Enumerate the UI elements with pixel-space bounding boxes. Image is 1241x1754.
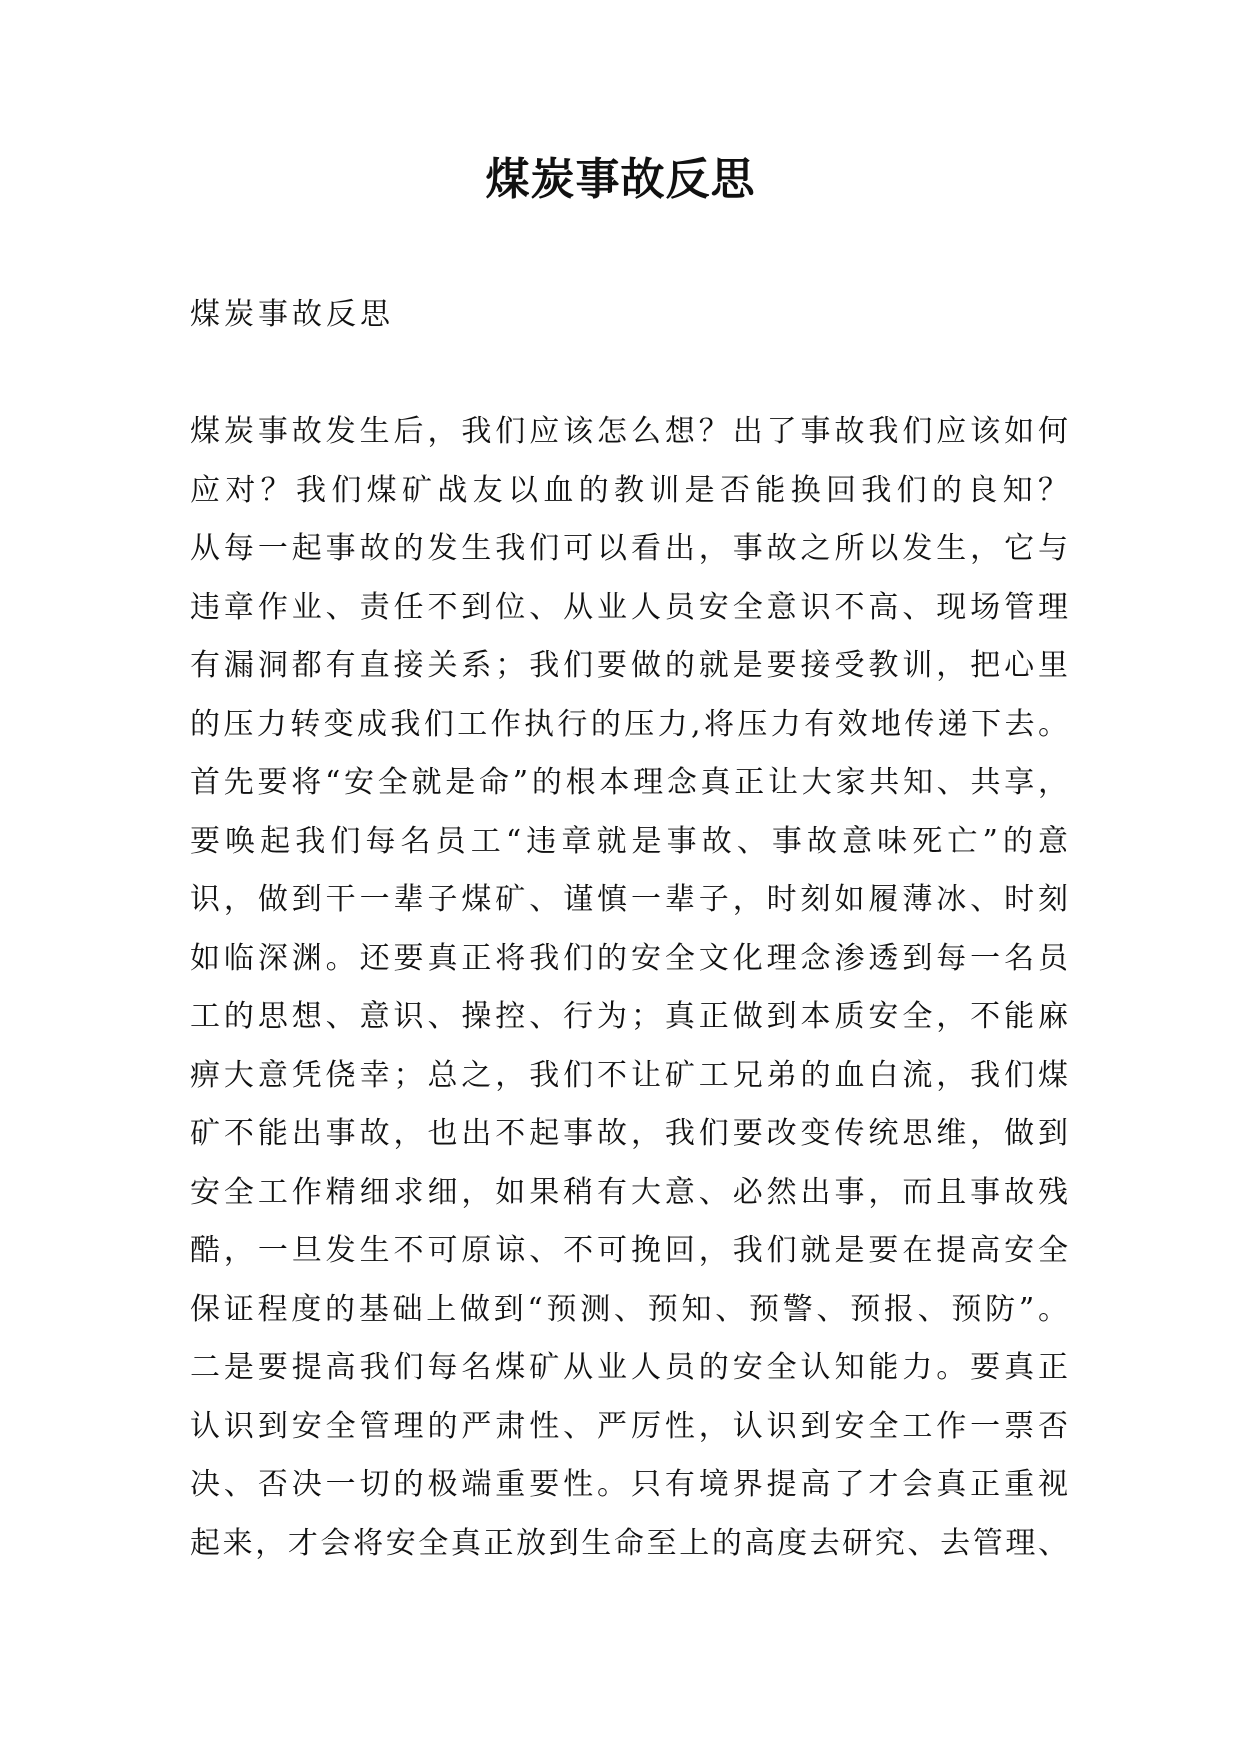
body-line: 如临深渊。还要真正将我们的安全文化理念渗透到每一名员 bbox=[190, 940, 1070, 976]
document-title: 煤炭事故反思 bbox=[485, 154, 756, 205]
body-line: 煤炭事故发生后，我们应该怎么想？出了事故我们应该如何 bbox=[190, 414, 1070, 449]
body-line: 应对？我们煤矿战友以血的教训是否能换回我们的良知？ bbox=[190, 472, 1070, 508]
body-line: 安全工作精细求细，如果稍有大意、必然出事，而且事故残 bbox=[190, 1174, 1070, 1210]
body-line: 违章作业、责任不到位、从业人员安全意识不高、现场管理 bbox=[190, 589, 1070, 625]
body-line: 有漏洞都有直接关系；我们要做的就是要接受教训，把心里 bbox=[190, 648, 1070, 683]
body-line: 酷，一旦发生不可原谅、不可挽回，我们就是要在提高安全 bbox=[190, 1233, 1070, 1268]
body-line: 痹大意凭侥幸；总之，我们不让矿工兄弟的血白流，我们煤 bbox=[190, 1057, 1070, 1093]
body-line: 决、否决一切的极端重要性。只有境界提高了才会真正重视 bbox=[190, 1467, 1070, 1502]
body-line: 矿不能出事故，也出不起事故，我们要改变传统思维，做到 bbox=[190, 1116, 1070, 1151]
body-line: 识，做到干一辈子煤矿、谨慎一辈子，时刻如履薄冰、时刻 bbox=[190, 882, 1070, 917]
body-line: 的压力转变成我们工作执行的压力,将压力有效地传递下去。 bbox=[190, 706, 1070, 742]
body-line: 首先要将“安全就是命”的根本理念真正让大家共知、共享， bbox=[190, 765, 1070, 800]
body-line: 要唤起我们每名员工“违章就是事故、事故意味死亡”的意 bbox=[190, 823, 1070, 859]
body-line: 认识到安全管理的严肃性、严厉性，认识到安全工作一票否 bbox=[190, 1408, 1070, 1444]
body-line: 从每一起事故的发生我们可以看出，事故之所以发生，它与 bbox=[190, 531, 1070, 566]
body-line: 起来，才会将安全真正放到生命至上的高度去研究、去管理、 bbox=[190, 1525, 1070, 1561]
body-line: 工的思想、意识、操控、行为；真正做到本质安全，不能麻 bbox=[190, 999, 1070, 1034]
body-line: 二是要提高我们每名煤矿从业人员的安全认知能力。要真正 bbox=[190, 1350, 1070, 1385]
body-line: 保证程度的基础上做到“预测、预知、预警、预报、预防”。 bbox=[190, 1291, 1070, 1327]
document-body bbox=[190, 403, 1070, 1573]
document-subtitle: 煤炭事故反思 bbox=[190, 297, 394, 332]
